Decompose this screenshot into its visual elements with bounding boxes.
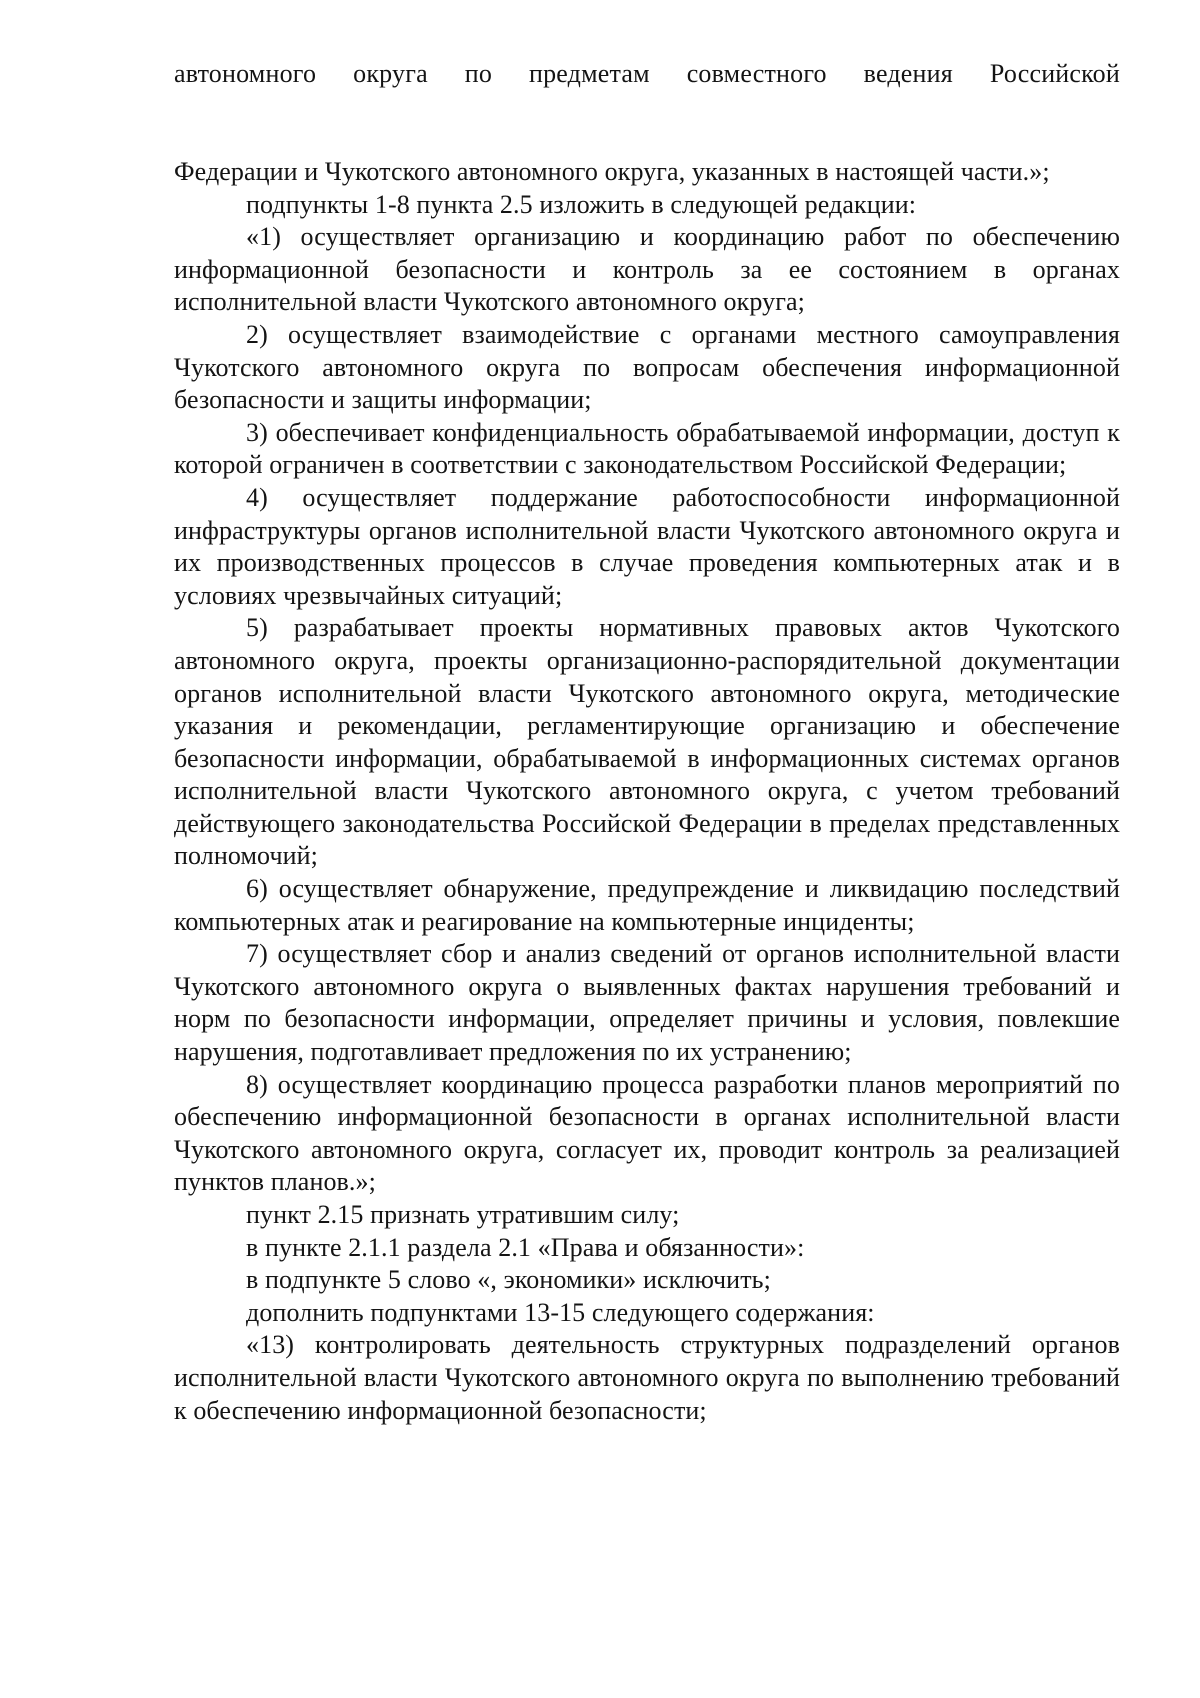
paragraph-subitem-8: 8) осуществляет координацию процесса разработки планов мероприятий по обеспечению информационной безопасности в органах исполнительной власти Чукотского автономного округа, согласует их, проводит контроль за реализацией пунктов планов.»; [174, 1069, 1120, 1197]
paragraph-subitem-1: «1) осуществляет организацию и координацию работ по обеспечению информационной безопасности и контроль за ее состоянием в органах исполнительной власти Чукотского автономного округа; [174, 222, 1120, 317]
paragraph-subitem-5-change: в подпункте 5 слово «, экономики» исключить; [246, 1265, 771, 1295]
paragraph-item-2-1-1: в пункте 2.1.1 раздела 2.1 «Права и обязанности»: [246, 1232, 805, 1262]
carryover-line: автономного округа по предметам совместного ведения Российской [174, 59, 1120, 88]
document-body [174, 156, 1120, 1427]
paragraph-subitem-13: «13) контролировать деятельность структурных подразделений органов исполнительной власти Чукотского автономного округа по выполнению требований к обеспечению информационной безопасности; [174, 1330, 1120, 1425]
paragraph-amendment-intro: подпункты 1-8 пункта 2.5 изложить в следующей редакции: [246, 189, 917, 219]
paragraph-item-2-15: пункт 2.15 признать утратившим силу; [246, 1200, 680, 1229]
paragraph-subitem-5: 5) разрабатывает проекты нормативных правовых актов Чукотского автономного округа, проекты организационно-распорядительной документации органов исполнительной власти Чукотского автономного округа, методические указания и рекомендации, регламентирующие организацию и обеспечение безопасности информации, обрабатываемой в информационных системах органов исполнительной власти Чукотского автономного округа, с учетом требований действующего законодательства Российской Федерации в пределах представленных полномочий; [174, 613, 1120, 871]
paragraph-add-subitems: дополнить подпунктами 13-15 следующего содержания: [246, 1297, 875, 1327]
paragraph-continuation: Федерации и Чукотского автономного округа, указанных в настоящей части.»; [174, 157, 1050, 186]
paragraph-subitem-2: 2) осуществляет взаимодействие с органами местного самоуправления Чукотского автономного округа по вопросам обеспечения информационной безопасности и защиты информации; [174, 319, 1120, 415]
paragraph-subitem-7: 7) осуществляет сбор и анализ сведений от органов исполнительной власти Чукотского автономного округа о выявленных фактах нарушения требований и норм по безопасности информации, определяет причины и условия, повлекшие нарушения, подготавливает предложения по их устранению; [174, 939, 1120, 1067]
paragraph-subitem-6: 6) осуществляет обнаружение, предупреждение и ликвидацию последствий компьютерных атак и реагирование на компьютерные инциденты; [174, 874, 1120, 936]
paragraph-subitem-4: 4) осуществляет поддержание работоспособности информационной инфраструктуры органов исполнительной власти Чукотского автономного округа и их производственных процессов в случае проведения компьютерных атак и в условиях чрезвычайных ситуаций; [174, 482, 1120, 610]
paragraph-subitem-3: 3) обеспечивает конфиденциальность обрабатываемой информации, доступ к которой ограничен в соответствии с законодательством Российской Федерации; [174, 417, 1120, 480]
